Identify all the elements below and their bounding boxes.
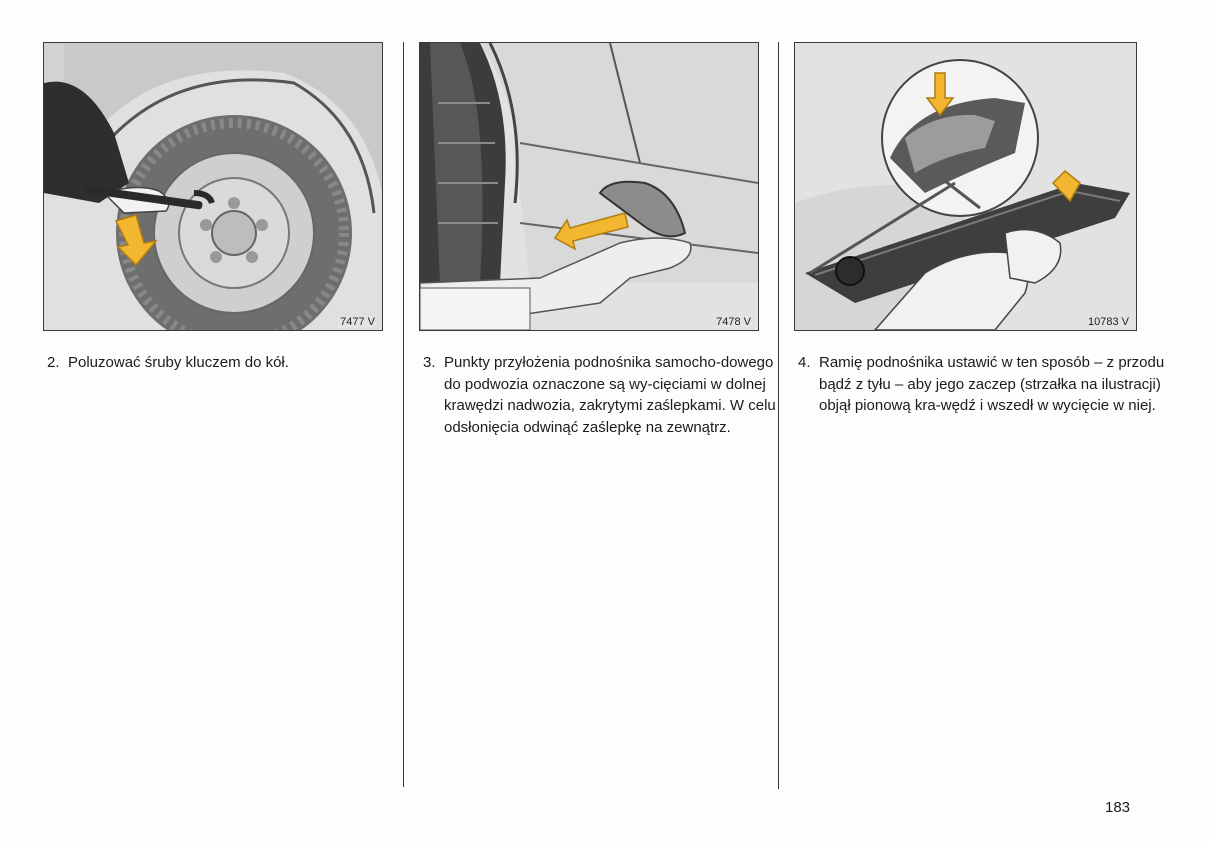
step-number: 2. bbox=[47, 354, 60, 371]
step-3-text bbox=[423, 352, 782, 438]
step-body: Punkty przyłożenia podnośnika samocho-dowego do podwozia oznaczone są wy-cięciami w dolnej krawędzi nadwozia, zakrytymi zaślepkami. W celu odsłonięcia odwinąć zaślepkę na zewnątrz. bbox=[444, 354, 776, 436]
page-number: 183 bbox=[1105, 799, 1131, 816]
figure-jack-arm-position bbox=[794, 42, 1137, 331]
figure-jack-point-cover bbox=[419, 42, 759, 331]
step-number: 4. bbox=[798, 354, 811, 371]
wheel-wrench-illustration bbox=[44, 43, 382, 330]
jack-point-illustration bbox=[420, 43, 758, 330]
step-4-text bbox=[798, 352, 1165, 417]
figure-loosen-wheel-bolts bbox=[43, 42, 383, 331]
figure-number: 10783 V bbox=[1088, 316, 1129, 328]
figure-number: 7478 V bbox=[716, 316, 751, 328]
jack-arm-illustration bbox=[795, 43, 1136, 330]
step-body: Ramię podnośnika ustawić w ten sposób – z przodu bądź z tyłu – aby jego zaczep (strzałka na ilustracji) objął pionową kra-wędź i wszedł w wycięcie w niej. bbox=[819, 354, 1165, 414]
step-2-text bbox=[47, 352, 398, 374]
step-body: Poluzować śruby kluczem do kół. bbox=[68, 354, 289, 371]
column-divider bbox=[403, 42, 404, 787]
step-number: 3. bbox=[423, 354, 436, 371]
figure-number: 7477 V bbox=[340, 316, 375, 328]
